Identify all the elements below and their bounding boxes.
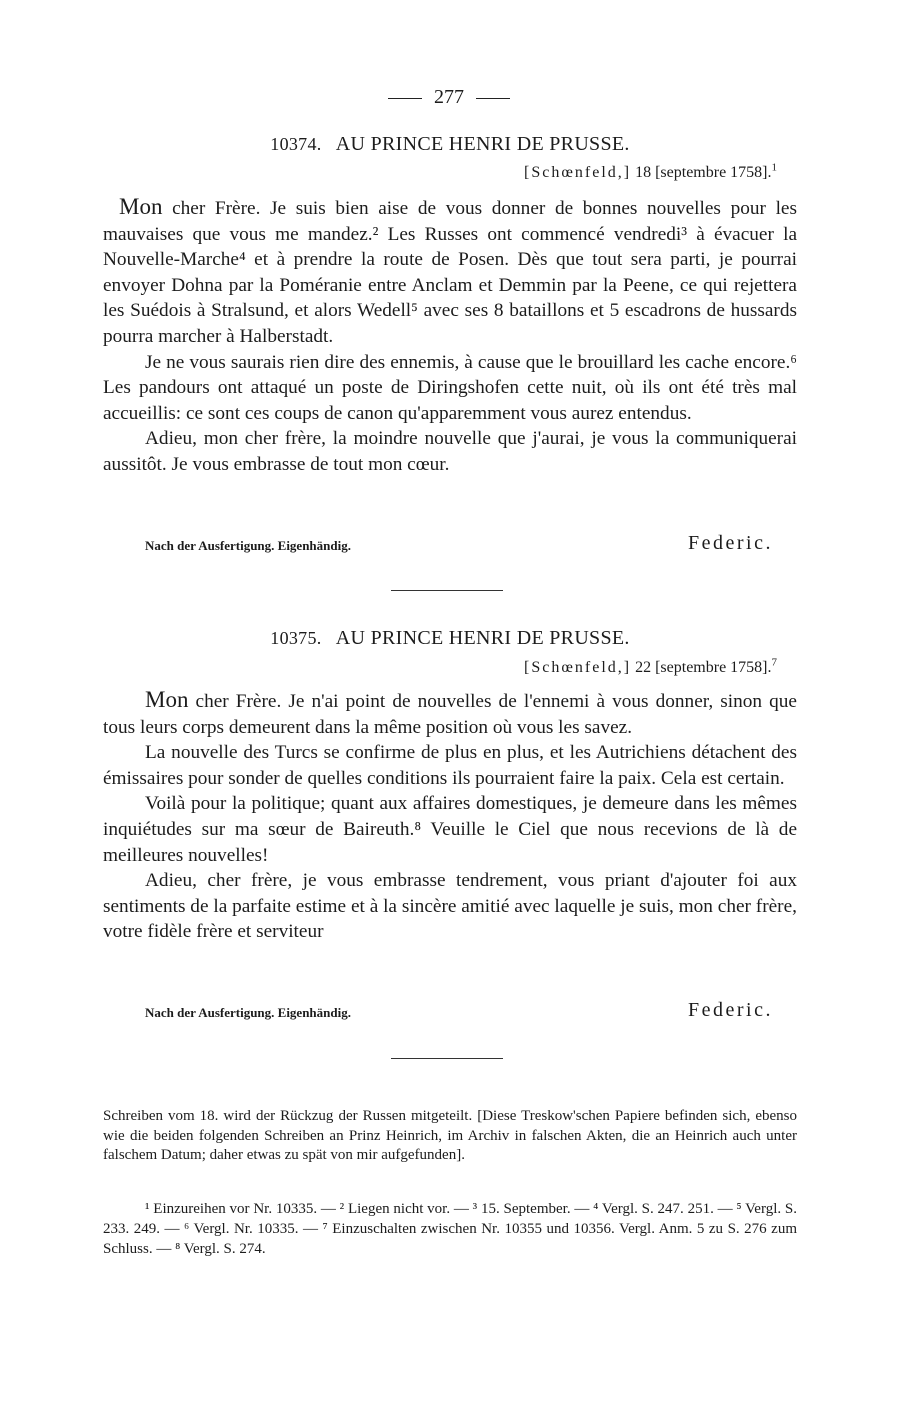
editorial-note: Schreiben vom 18. wird der Rückzug der Russen mitgeteilt. [Diese Treskow'schen Papiere befinden sich, ebenso wie die beiden folgenden Schreiben an Prinz Heinrich, im Archiv in falschen Akten, die an Heinrich auch unter falschem Datum; daher etwas zu spät von mir aufgefunden]. (103, 1108, 797, 1163)
footnote-ref: 1 (771, 161, 777, 174)
paragraph: Adieu, mon cher frère, la moindre nouvelle que j'aurai, je vous la communiquerai aussitôt. Je vous embrasse de tout mon cœur. (103, 428, 797, 475)
letter-closing (145, 999, 773, 1021)
source-note: Nach der Ausfertigung. Eigenhändig. (145, 538, 351, 553)
section-divider (391, 590, 503, 591)
letter-heading-10374 (103, 133, 797, 156)
paragraph: Je ne vous saurais rien dire des ennemis, à cause que le brouillard les cache encore.⁶ Les pandours ont attaqué un poste de Diringshofen cette nuit, où ils ont été très mal accueillis: ce sont ces coups de canon qu'apparemment vous aurez entendus. (103, 351, 797, 424)
letter-body (103, 194, 797, 478)
footnote-ref: 7 (771, 656, 777, 669)
paragraph-text: cher Frère. Je suis bien aise de vous donner de bonnes nouvelles pour les mauvaises que vous me mandez.² Les Russes ont commencé vendredi³ à évacuer la Nouvelle-Marche⁴ et à prendre la route de Posen. Dès que tout sera parti, je pourrai envoyer Dohna par la Poméranie entre Anclam et Demmin par la Peene, ce qui rejettera les Suédois à Stralsund, et alors Wedell⁵ avec ses 8 bataillons et 5 escadrons de hussards pourra marcher à Halberstadt. (103, 198, 797, 347)
letter-heading-10375 (103, 627, 797, 650)
paragraph (103, 687, 797, 740)
signature: Federic. (688, 532, 773, 554)
letter-place: [Schœnfeld,] (524, 659, 632, 676)
letter-place: [Schœnfeld,] (524, 164, 632, 181)
letter-date: 22 [septembre 1758]. (635, 659, 772, 676)
source-note: Nach der Ausfertigung. Eigenhändig. (145, 1005, 351, 1020)
letter-dateline (524, 656, 777, 677)
paragraph (103, 194, 797, 350)
page-number-line (369, 86, 529, 109)
page-number-dash-right (476, 98, 510, 99)
paragraph: Voilà pour la politique; quant aux affaires domestiques, je demeure dans les mêmes inquiétudes sur ma sœur de Baireuth.⁸ Veuille le Ciel que nous recevions de là de meilleures nouvelles! (103, 793, 797, 866)
salutation-word: Mon (119, 194, 163, 219)
letter-number: 10374. (270, 134, 322, 154)
letter-closing (145, 532, 773, 554)
footnote-text: ¹ Einzureihen vor Nr. 10335. — ² Liegen nicht vor. — ³ 15. September. — ⁴ Vergl. S. 247. 251. — ⁵ Vergl. S. 233. 249. — ⁶ Vergl. Nr. 10335. — ⁷ Einzuschalten zwischen Nr. 10355 und 10356. Vergl. Anm. 5 zu S. 276 zum Schluss. — ⁸ Vergl. S. 274. (103, 1201, 797, 1257)
paragraph-text: cher Frère. Je n'ai point de nouvelles de l'ennemi à vous donner, sinon que tous leurs corps demeurent dans la même position où vous les savez. (103, 691, 797, 738)
salutation-word: Mon (145, 687, 189, 712)
paragraph: La nouvelle des Turcs se confirme de plus en plus, et les Autrichiens détachent des émissaires pour sonder de quelles conditions ils pourraient faire la paix. Cela est certain. (103, 742, 797, 789)
section-divider (391, 1058, 503, 1059)
letter-dateline (524, 161, 777, 182)
page-number-dash-left (388, 98, 422, 99)
paragraph: Adieu, cher frère, je vous embrasse tendrement, vous priant d'ajouter foi aux sentiments de la parfaite estime et à la sincère amitié avec laquelle je suis, mon cher frère, votre fidèle frère et serviteur (103, 870, 797, 943)
signature: Federic. (688, 999, 773, 1021)
page-number: 277 (434, 86, 464, 108)
letter-addressee: AU PRINCE HENRI DE PRUSSE. (335, 133, 630, 155)
letter-body (103, 687, 797, 945)
letter-addressee: AU PRINCE HENRI DE PRUSSE. (335, 627, 630, 649)
letter-number: 10375. (270, 628, 322, 648)
letter-date: 18 [septembre 1758]. (635, 164, 772, 181)
footnotes (103, 1199, 797, 1259)
